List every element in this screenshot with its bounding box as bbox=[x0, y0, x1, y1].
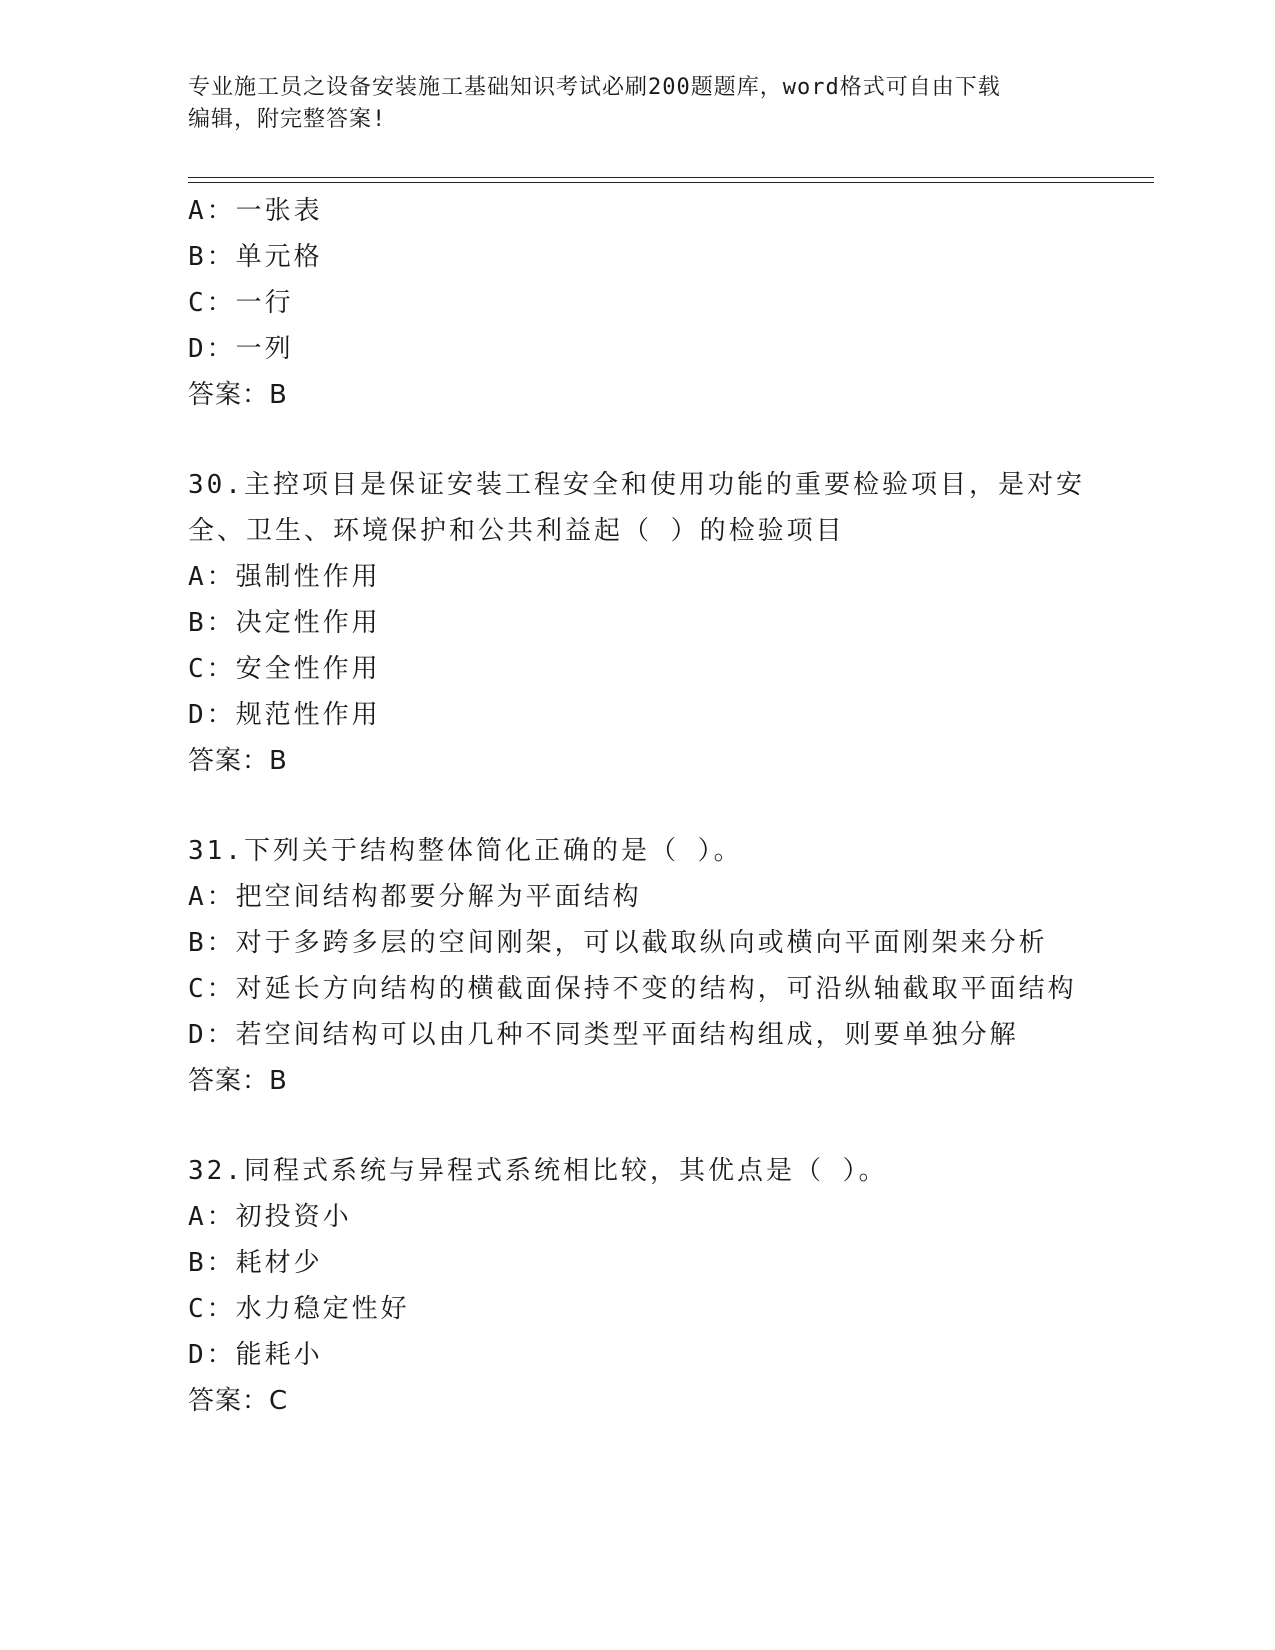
header-divider-top bbox=[188, 177, 1154, 178]
option-d: D：一列 bbox=[188, 334, 294, 364]
option-c: C：安全性作用 bbox=[188, 654, 381, 684]
question-stem-line1: 31.下列关于结构整体简化正确的是（ ）。 bbox=[188, 836, 743, 866]
option-a: A：把空间结构都要分解为平面结构 bbox=[188, 882, 642, 912]
question-30 bbox=[188, 462, 1088, 784]
question-29 bbox=[188, 188, 1088, 418]
option-d: D：规范性作用 bbox=[188, 700, 381, 730]
header-title-line2: 编辑，附完整答案! bbox=[188, 107, 387, 132]
option-b: B：决定性作用 bbox=[188, 608, 381, 638]
question-stem-line1: 30.主控项目是保证安装工程安全和使用功能的重要检验项目，是对安 bbox=[188, 470, 1085, 500]
option-a: A：一张表 bbox=[188, 196, 323, 226]
option-c: C：水力稳定性好 bbox=[188, 1294, 410, 1324]
option-c: C：一行 bbox=[188, 288, 294, 318]
question-list bbox=[188, 188, 1088, 1424]
document-header bbox=[188, 72, 1088, 136]
spacer bbox=[188, 784, 1088, 828]
option-d: D：能耗小 bbox=[188, 1340, 323, 1370]
option-d: D：若空间结构可以由几种不同类型平面结构组成，则要单独分解 bbox=[188, 1020, 1019, 1050]
option-b: B：单元格 bbox=[188, 242, 323, 272]
question-stem-line2: 全、卫生、环境保护和公共利益起（ ）的检验项目 bbox=[188, 516, 845, 546]
spacer bbox=[188, 418, 1088, 462]
header-title-line1: 专业施工员之设备安装施工基础知识考试必刷200题题库，word格式可自由下载 bbox=[188, 75, 1001, 100]
answer-line: 答案：B bbox=[188, 1066, 288, 1096]
option-a: A：初投资小 bbox=[188, 1202, 352, 1232]
option-b: B：对于多跨多层的空间刚架，可以截取纵向或横向平面刚架来分析 bbox=[188, 928, 1048, 958]
question-32 bbox=[188, 1148, 1088, 1424]
answer-line: 答案：B bbox=[188, 380, 288, 410]
question-31 bbox=[188, 828, 1088, 1104]
header-divider-bottom bbox=[188, 182, 1154, 183]
answer-line: 答案：C bbox=[188, 1386, 289, 1416]
option-b: B：耗材少 bbox=[188, 1248, 323, 1278]
question-stem-line1: 32.同程式系统与异程式系统相比较，其优点是（ ）。 bbox=[188, 1156, 888, 1186]
option-a: A：强制性作用 bbox=[188, 562, 381, 592]
spacer bbox=[188, 1104, 1088, 1148]
answer-line: 答案：B bbox=[188, 746, 288, 776]
option-c: C：对延长方向结构的横截面保持不变的结构，可沿纵轴截取平面结构 bbox=[188, 974, 1077, 1004]
